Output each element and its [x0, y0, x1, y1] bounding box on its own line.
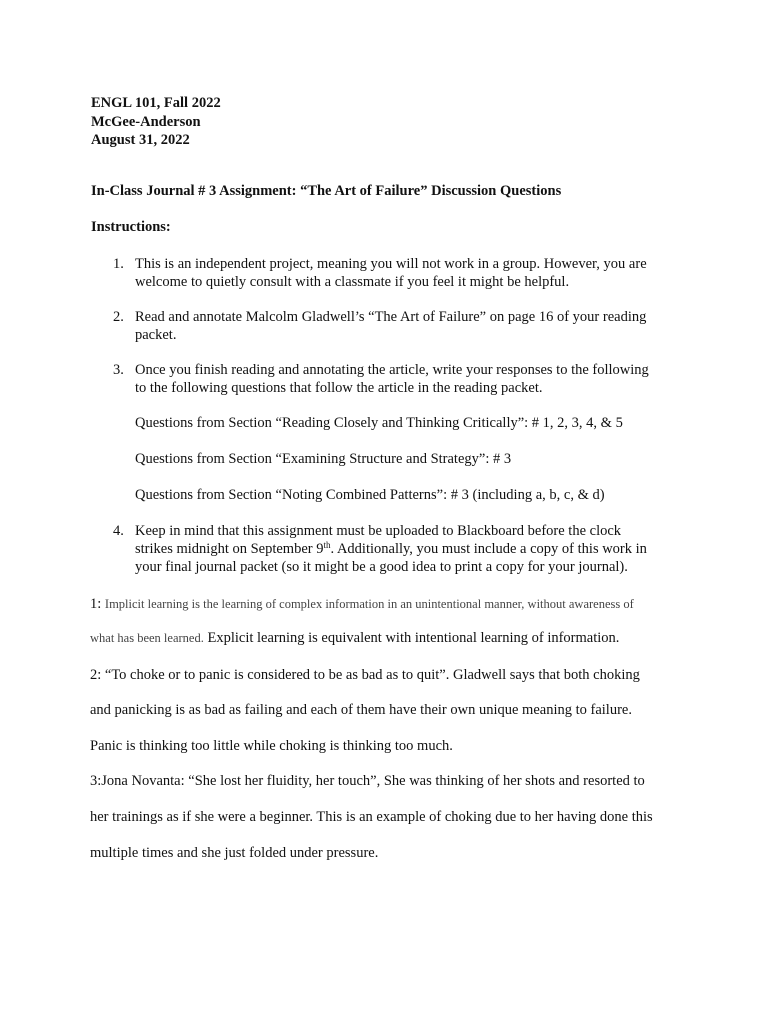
- instruction-text: [135, 522, 683, 576]
- instruction-line: Read and annotate Malcolm Gladwell’s “The Art of Failure” on page 16 of your reading: [135, 309, 647, 325]
- answer-text: Explicit learning is equivalent with intentional learning of information.: [203, 630, 620, 646]
- assignment-title: In-Class Journal # 3 Assignment: “The Art of Failure” Discussion Questions: [91, 183, 562, 199]
- instruction-line: welcome to quietly consult with a classmate if you feel it might be helpful.: [135, 274, 570, 290]
- instruction-line: Keep in mind that this assignment must be uploaded to Blackboard before the clock: [135, 523, 622, 539]
- date-line: August 31, 2022: [91, 132, 190, 148]
- instruction-line: This is an independent project, meaning you will not work in a group. However, you are: [135, 256, 647, 272]
- instruction-number: 1.: [113, 256, 124, 272]
- document-header: [91, 94, 221, 150]
- instruction-number: 4.: [113, 523, 124, 539]
- answer-text-small: Implicit learning is the learning of complex information in an unintentional manner, without awareness of: [104, 597, 634, 611]
- instructions-heading: Instructions:: [91, 219, 171, 235]
- instruction-number: 2.: [113, 309, 124, 325]
- answer-2-line-3: Panic is thinking too little while choking is thinking too much.: [90, 738, 453, 754]
- answer-text-small: what has been learned.: [90, 631, 204, 645]
- instruction-line-part: strikes midnight on September 9: [135, 541, 324, 557]
- instruction-text: [135, 361, 683, 397]
- answer-2-line-1: 2: “To choke or to panic is considered to be as bad as to quit”. Gladwell says that both choking: [90, 667, 640, 683]
- answer-3-line-1: 3:Jona Novanta: “She lost her fluidity, her touch”, She was thinking of her shots and resorted to: [90, 773, 645, 789]
- answer-1-line-2: [90, 629, 619, 647]
- instruction-text: [135, 308, 683, 344]
- instructor-line: McGee-Anderson: [91, 113, 201, 130]
- ordinal-superscript: th: [323, 540, 331, 550]
- answer-number: 1:: [90, 596, 105, 612]
- instruction-number: 3.: [113, 362, 124, 378]
- instruction-line-part: . Additionally, you must include a copy of this work in: [330, 541, 647, 557]
- question-section-2: Questions from Section “Examining Structure and Strategy”: # 3: [135, 451, 512, 467]
- answer-3-line-3: multiple times and she just folded under pressure.: [90, 845, 379, 861]
- instruction-line: [135, 540, 683, 558]
- question-section-3: Questions from Section “Noting Combined Patterns”: # 3 (including a, b, c, & d): [135, 487, 605, 503]
- instruction-text: [135, 255, 683, 291]
- answer-3-line-2: her trainings as if she were a beginner. This is an example of choking due to her having done this: [90, 809, 653, 825]
- course-line: ENGL 101, Fall 2022: [91, 95, 221, 111]
- answer-2-line-2: and panicking is as bad as failing and each of them have their own unique meaning to failure.: [90, 702, 632, 718]
- instruction-line: packet.: [135, 327, 177, 343]
- instruction-line: Once you finish reading and annotating the article, write your responses to the following: [135, 362, 649, 378]
- question-section-1: Questions from Section “Reading Closely and Thinking Critically”: # 1, 2, 3, 4, & 5: [135, 415, 623, 431]
- instruction-line: your final journal packet (so it might be a good idea to print a copy for your journal).: [135, 559, 628, 575]
- answer-1-line-1: [90, 595, 634, 613]
- instruction-line: to the following questions that follow the article in the reading packet.: [135, 380, 543, 396]
